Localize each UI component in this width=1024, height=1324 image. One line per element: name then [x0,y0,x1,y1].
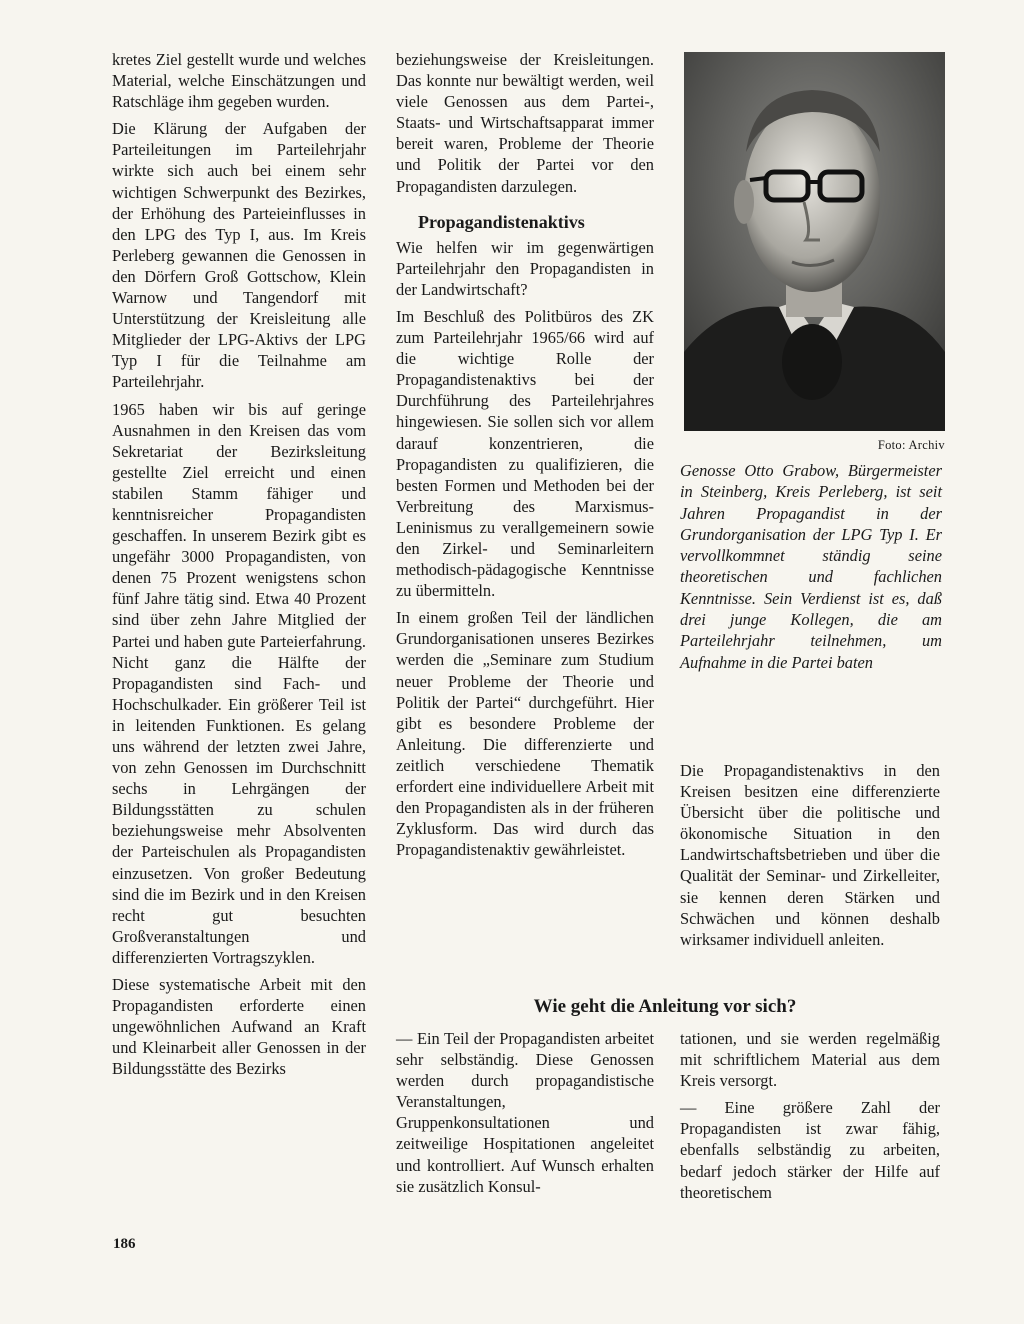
paragraph: Im Beschluß des Politbüros des ZK zum Parteilehrjahr 1965/66 wird auf die wichtige Rolle der Propagandistenaktivs bei der Durchführung des Parteilehrjahres hingewiesen. Sie sollen sich vor allem darauf konzentrieren, die Propagandisten zu qualifizieren, die besten Formen und Methoden bei der Verbreitung des Marxismus-Leninismus zu verallgemeinern sowie den Zirkel- und Seminarleitern methodisch-pädagogische Kenntnisse zu übermitteln. [396,306,654,601]
page-number: 186 [113,1236,136,1252]
paragraph: Die Klärung der Aufgaben der Parteileitungen im Parteilehrjahr wirkte sich auch bei einem sehr wichtigen Schwerpunkt des Bezirkes, der Erhöhung des Parteieinflusses in den LPG des Typ I, aus. Im Kreis Perleberg gewannen die Genossen in den Dörfern Groß Gottschow, Klein Warnow und Tangendorf mit Unterstützung der Kreisleitung alle Mitglieder der LPG-Aktivs der LPG Typ I für die Teilnahme am Parteilehrjahr. [112,119,366,392]
paragraph: Die Propagandistenaktivs in den Kreisen besitzen eine differenzierte Übersicht über die politische und ökonomische Situation in den Landwirtschaftsbetrieben und über die Qualität der Seminar- und Zirkelleiter, sie kennen deren Stärken und Schwächen und können deshalb wirksamer individuell anleiten. [680,761,940,949]
portrait-photo [684,52,945,431]
paragraph: — Eine größere Zahl der Propagandisten ist zwar fähig, ebenfalls selbständig zu arbeiten, bedarf jedoch stärker der Hilfe auf theoretischem [680,1098,940,1202]
text-column-3 [680,760,940,956]
paragraph: 1965 haben wir bis auf geringe Ausnahmen in den Kreisen das vom Sekretariat der Bezirksleitung gestellte Ziel erreicht und einen stabilen Stamm fähiger und kenntnisreicher Propagandisten geschaffen. In unserem Bezirk gibt es ungefähr 3000 Propagandisten, von denen 75 Prozent wenigstens schon fünf Jahre tätig sind. Etwa 40 Prozent sind über zehn Jahre Mitglied der Partei und haben gute Parteierfahrung. Nicht ganz die Hälfte der Propagandisten sind Fach- und Hochschulkader. Ein größerer Teil ist in leitenden Funktionen. Es gelang uns während der letzten zwei Jahre, von zehn Genossen im Durchschnitt sechs in Lehrgängen der Bildungsstätten zu schulen beziehungsweise mehr Absolventen der Parteischulen als Propagandisten einzusetzen. Von großer Bedeutung sind die im Bezirk und in den Kreisen recht gut besuchten Großveranstaltungen und differenzierten Vortragszyklen. [112,399,366,967]
paragraph: tationen, und sie werden regelmäßig mit schriftlichem Material aus dem Kreis versorgt. [680,1029,940,1091]
text-column-1 [112,49,366,1086]
photo-caption: Genosse Otto Grabow, Bürgermeister in Steinberg, Kreis Perleberg, ist seit Jahren Propagandist in der Grundorganisation der LPG Typ I. Er vervollkommnet ständig seine theoretischen und fachlichen Kenntnisse. Sein Verdienst ist es, daß drei junge Kollegen, die am Parteilehrjahr teilnehmen, um Aufnahme in die Partei baten [680,461,942,672]
portrait-image [684,52,945,431]
section-text-column-2 [396,1028,654,1203]
paragraph: beziehungsweise der Kreisleitungen. Das konnte nur bewältigt werden, weil viele Genossen aus dem Partei-, Staats- und Wirtschaftsapparat immer bereit waren, Probleme der Theorie und Politik der Partei vor den Propagandisten darzulegen. [396,50,654,196]
paragraph: — Ein Teil der Propagandisten arbeitet sehr selbständig. Diese Genossen werden durch propagandistische Veranstaltungen, Gruppenkonsultationen und zeitweilige Hospitationen angeleitet und kontrolliert. Auf Wunsch erhalten sie zusätzlich Konsul- [396,1029,654,1196]
section-heading: Wie geht die Anleitung vor sich? [533,996,797,1017]
text-column-2 [396,49,654,866]
paragraph: In einem großen Teil der ländlichen Grundorganisationen unseres Bezirkes werden die „Seminare zum Studium neuer Probleme der Theorie und Politik der Partei“ durchgeführt. Hier gibt es besondere Probleme der Anleitung. Die differenzierte und zeitlich verschiedene Thematik erfordert eine individuellere Arbeit mit den Propagandisten als in der früheren Zyklusform. Das wird durch das Propagandistenaktiv gewährleistet. [396,608,654,860]
subheading-propagandistenaktivs: Propagandistenaktivs [418,211,585,232]
section-text-column-3 [680,1028,940,1209]
photo-credit: Foto: Archiv [877,438,945,452]
paragraph: Diese systematische Arbeit mit den Propagandisten erforderte einen ungewöhnlichen Aufwand an Kraft und Kleinarbeit aller Genossen in der Bildungsstätte des Bezirks [112,975,366,1079]
paragraph: Wie helfen wir im gegenwärtigen Parteilehrjahr den Propagandisten in der Landwirtschaft? [396,237,654,299]
paragraph: kretes Ziel gestellt wurde und welches Material, welche Einschätzungen und Ratschläge ihm gegeben wurden. [112,50,366,112]
